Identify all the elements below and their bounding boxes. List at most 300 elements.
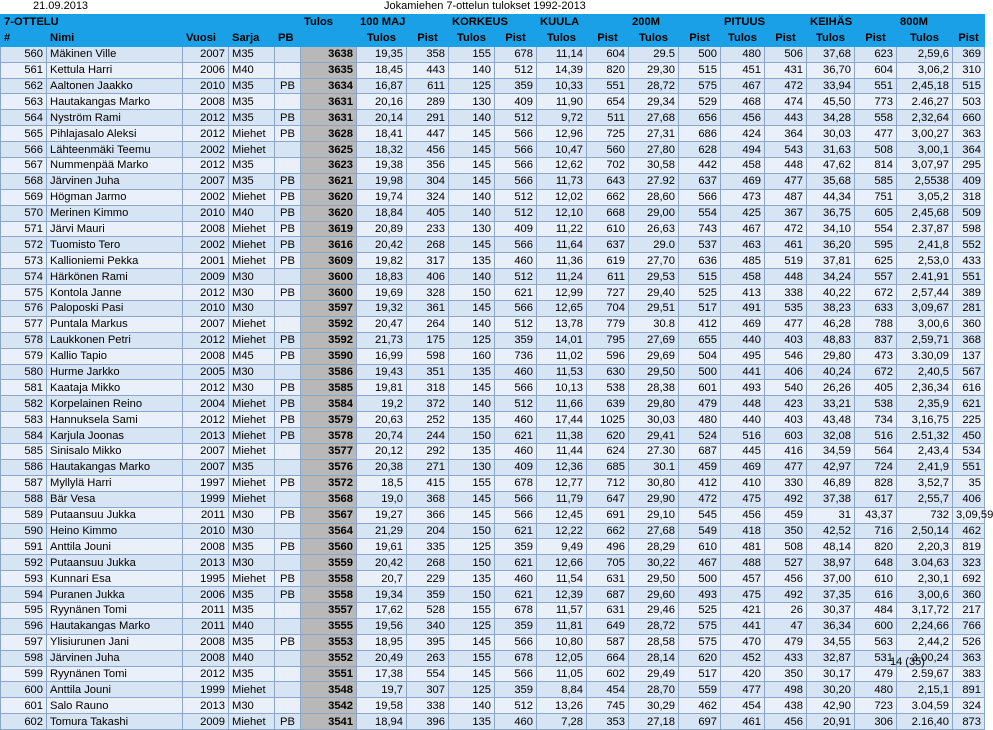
table-cell: 2012 bbox=[183, 332, 229, 348]
table-cell: 2011 bbox=[183, 507, 229, 523]
table-cell: 3592 bbox=[301, 332, 357, 348]
table-cell: 19,61 bbox=[357, 539, 407, 555]
table-cell: 36,75 bbox=[807, 205, 855, 221]
table-cell: 611 bbox=[407, 78, 449, 94]
table-cell: 292 bbox=[407, 444, 449, 460]
table-cell: 705 bbox=[587, 555, 629, 571]
table-cell: 795 bbox=[587, 332, 629, 348]
table-row bbox=[1, 444, 985, 460]
table-cell: 591 bbox=[1, 539, 47, 555]
table-cell: 409 bbox=[953, 173, 985, 189]
table-cell: 582 bbox=[1, 396, 47, 412]
table-cell: 814 bbox=[855, 158, 897, 174]
table-cell: 492 bbox=[765, 491, 807, 507]
results-body bbox=[1, 46, 993, 729]
table-cell: Miehet bbox=[229, 332, 275, 348]
table-cell: 137 bbox=[953, 348, 985, 364]
table-cell: 20,74 bbox=[357, 428, 407, 444]
table-cell: 318 bbox=[407, 380, 449, 396]
table-cell: 575 bbox=[679, 78, 721, 94]
table-cell: 361 bbox=[407, 301, 449, 317]
table-cell: 566 bbox=[1, 142, 47, 158]
table-cell: 2002 bbox=[183, 189, 229, 205]
table-cell: 512 bbox=[495, 269, 537, 285]
table-cell: 2002 bbox=[183, 142, 229, 158]
table-cell: 2013 bbox=[183, 555, 229, 571]
table-cell: 600 bbox=[855, 618, 897, 634]
table-cell: 477 bbox=[855, 126, 897, 142]
table-cell: 459 bbox=[765, 507, 807, 523]
table-cell: 3,05,2 bbox=[897, 189, 953, 205]
table-cell: 11,53 bbox=[537, 364, 587, 380]
table-cell: 477 bbox=[765, 316, 807, 332]
table-cell: 364 bbox=[953, 142, 985, 158]
table-cell: 12,02 bbox=[537, 189, 587, 205]
table-cell: 17,62 bbox=[357, 602, 407, 618]
table-cell: 363 bbox=[953, 650, 985, 666]
table-cell: PB bbox=[275, 396, 301, 412]
table-cell: 498 bbox=[765, 682, 807, 698]
table-cell: 554 bbox=[855, 221, 897, 237]
table-cell: 559 bbox=[679, 682, 721, 698]
table-cell: Ryynänen Tomi bbox=[47, 666, 183, 682]
table-cell: 2,35,9 bbox=[897, 396, 953, 412]
table-cell: 3,16,75 bbox=[897, 412, 953, 428]
table-cell: 481 bbox=[721, 539, 765, 555]
table-cell: 145 bbox=[449, 158, 495, 174]
table-cell: 2012 bbox=[183, 126, 229, 142]
table-cell: 140 bbox=[449, 205, 495, 221]
table-cell: M35 bbox=[229, 110, 275, 126]
table-cell: PB bbox=[275, 285, 301, 301]
table-cell: Miehet bbox=[229, 316, 275, 332]
table-cell: 462 bbox=[679, 698, 721, 714]
table-cell: 648 bbox=[855, 555, 897, 571]
table-cell: 1995 bbox=[183, 571, 229, 587]
table-cell: 2008 bbox=[183, 94, 229, 110]
table-cell: 3568 bbox=[301, 491, 357, 507]
table-cell: 13,78 bbox=[537, 316, 587, 332]
table-cell: M40 bbox=[229, 205, 275, 221]
table-cell: 531 bbox=[855, 650, 897, 666]
table-cell: PB bbox=[275, 348, 301, 364]
table-cell: 479 bbox=[765, 634, 807, 650]
table-row bbox=[1, 634, 985, 650]
table-cell: M35 bbox=[229, 666, 275, 682]
table-cell: PB bbox=[275, 507, 301, 523]
table-cell: 603 bbox=[765, 428, 807, 444]
table-cell: 587 bbox=[1, 475, 47, 491]
table-cell: 268 bbox=[407, 555, 449, 571]
table-cell: 11,66 bbox=[537, 396, 587, 412]
table-cell: Korpelainen Reino bbox=[47, 396, 183, 412]
table-cell: M35 bbox=[229, 173, 275, 189]
table-cell: 479 bbox=[855, 666, 897, 682]
table-cell: 19,56 bbox=[357, 618, 407, 634]
table-cell: 32,08 bbox=[807, 428, 855, 444]
table-cell: 37,00 bbox=[807, 571, 855, 587]
table-cell: 442 bbox=[679, 158, 721, 174]
table-row bbox=[1, 571, 985, 587]
table-cell: 724 bbox=[855, 459, 897, 475]
table-cell: 30,58 bbox=[629, 158, 679, 174]
table-cell: 145 bbox=[449, 142, 495, 158]
table-cell: 16,87 bbox=[357, 78, 407, 94]
table-cell: PB bbox=[275, 205, 301, 221]
table-cell: 551 bbox=[855, 78, 897, 94]
table-cell: 3,09,67 bbox=[897, 301, 953, 317]
table-cell: 631 bbox=[587, 571, 629, 587]
table-cell: 175 bbox=[407, 332, 449, 348]
table-cell: 662 bbox=[587, 189, 629, 205]
table-cell: 155 bbox=[449, 475, 495, 491]
table-cell: 30,80 bbox=[629, 475, 679, 491]
table-cell: 558 bbox=[855, 110, 897, 126]
table-cell: Heino Kimmo bbox=[47, 523, 183, 539]
table-cell: 537 bbox=[679, 237, 721, 253]
table-cell: 467 bbox=[721, 221, 765, 237]
table-row bbox=[1, 62, 985, 78]
table-row bbox=[1, 507, 985, 523]
table-cell: 2009 bbox=[183, 714, 229, 730]
table-cell: 3567 bbox=[301, 507, 357, 523]
table-cell: 30,03 bbox=[807, 126, 855, 142]
table-cell: 217 bbox=[953, 602, 985, 618]
table-cell: 29,49 bbox=[629, 666, 679, 682]
table-cell: 611 bbox=[587, 269, 629, 285]
table-cell bbox=[275, 602, 301, 618]
table-cell: 3625 bbox=[301, 142, 357, 158]
header-event-11 bbox=[587, 15, 629, 31]
table-cell: 480 bbox=[721, 46, 765, 62]
table-cell: 477 bbox=[721, 682, 765, 698]
table-cell: 9,72 bbox=[537, 110, 587, 126]
table-cell: 2009 bbox=[183, 269, 229, 285]
table-cell: 20,14 bbox=[357, 110, 407, 126]
print-date: 21.09.2013 bbox=[33, 0, 89, 12]
table-cell: 12,66 bbox=[537, 555, 587, 571]
table-cell: M45 bbox=[229, 348, 275, 364]
table-cell: 660 bbox=[953, 110, 985, 126]
table-cell: 140 bbox=[449, 269, 495, 285]
table-cell: 573 bbox=[1, 253, 47, 269]
table-cell: 575 bbox=[679, 634, 721, 650]
table-cell: 135 bbox=[449, 364, 495, 380]
table-row bbox=[1, 110, 985, 126]
table-cell: 11,73 bbox=[537, 173, 587, 189]
table-cell: PB bbox=[275, 380, 301, 396]
table-cell: 306 bbox=[855, 714, 897, 730]
table-cell: 20,89 bbox=[357, 221, 407, 237]
table-cell: 662 bbox=[587, 523, 629, 539]
table-cell: 367 bbox=[765, 205, 807, 221]
table-cell: 2004 bbox=[183, 396, 229, 412]
table-cell: 20,47 bbox=[357, 316, 407, 332]
table-cell: M35 bbox=[229, 587, 275, 603]
table-cell: 20,38 bbox=[357, 459, 407, 475]
table-cell: 14,01 bbox=[537, 332, 587, 348]
table-cell: 27,69 bbox=[629, 332, 679, 348]
table-cell: 2,40,5 bbox=[897, 364, 953, 380]
table-cell: 727 bbox=[587, 285, 629, 301]
table-cell: 28,38 bbox=[629, 380, 679, 396]
table-cell: 28,14 bbox=[629, 650, 679, 666]
table-cell: 443 bbox=[765, 110, 807, 126]
table-cell: 413 bbox=[721, 285, 765, 301]
table-cell: 29,30 bbox=[629, 62, 679, 78]
table-cell: 328 bbox=[407, 285, 449, 301]
table-cell: 631 bbox=[587, 602, 629, 618]
table-cell: 469 bbox=[721, 459, 765, 475]
table-cell: 135 bbox=[449, 714, 495, 730]
table-cell bbox=[275, 142, 301, 158]
table-cell: 34,10 bbox=[807, 221, 855, 237]
table-cell: 554 bbox=[679, 205, 721, 221]
table-cell: 16,99 bbox=[357, 348, 407, 364]
table-cell: 557 bbox=[855, 269, 897, 285]
table-cell: 28,60 bbox=[629, 189, 679, 205]
table-cell: 145 bbox=[449, 126, 495, 142]
table-cell: 140 bbox=[449, 110, 495, 126]
table-cell: 433 bbox=[765, 650, 807, 666]
table-cell: 448 bbox=[765, 158, 807, 174]
table-cell: 2,41,8 bbox=[897, 237, 953, 253]
table-cell: 29,10 bbox=[629, 507, 679, 523]
table-cell: 2,5538 bbox=[897, 173, 953, 189]
table-cell: 145 bbox=[449, 634, 495, 650]
table-cell: Miehet bbox=[229, 189, 275, 205]
table-cell: 40,24 bbox=[807, 364, 855, 380]
header-event-2 bbox=[183, 15, 229, 31]
table-cell: 563 bbox=[855, 634, 897, 650]
table-cell: Miehet bbox=[229, 428, 275, 444]
table-cell: 28,29 bbox=[629, 539, 679, 555]
table-cell: 29,46 bbox=[629, 602, 679, 618]
table-cell: 150 bbox=[449, 523, 495, 539]
table-cell: 2008 bbox=[183, 634, 229, 650]
table-cell: 596 bbox=[1, 618, 47, 634]
table-cell: 472 bbox=[765, 78, 807, 94]
table-cell: Kallioniemi Pekka bbox=[47, 253, 183, 269]
table-cell: 619 bbox=[587, 253, 629, 269]
table-cell: 26,26 bbox=[807, 380, 855, 396]
table-cell: M40 bbox=[229, 62, 275, 78]
table-cell: 566 bbox=[495, 666, 537, 682]
table-cell: 3592 bbox=[301, 316, 357, 332]
table-cell: 19,43 bbox=[357, 364, 407, 380]
header-column-13: Pist bbox=[679, 30, 721, 46]
table-cell: 451 bbox=[721, 62, 765, 78]
table-cell: 601 bbox=[1, 698, 47, 714]
table-cell: 569 bbox=[1, 189, 47, 205]
table-cell: 584 bbox=[1, 428, 47, 444]
table-cell: 3553 bbox=[301, 634, 357, 650]
table-cell: 11,02 bbox=[537, 348, 587, 364]
table-cell: 11,44 bbox=[537, 444, 587, 460]
table-cell: 2,36,34 bbox=[897, 380, 953, 396]
table-cell bbox=[275, 523, 301, 539]
table-cell: 3628 bbox=[301, 126, 357, 142]
table-cell: 456 bbox=[721, 110, 765, 126]
table-cell: 586 bbox=[1, 459, 47, 475]
table-row bbox=[1, 285, 985, 301]
table-cell: PB bbox=[275, 475, 301, 491]
table-cell: 647 bbox=[587, 491, 629, 507]
table-row bbox=[1, 126, 985, 142]
table-cell: 460 bbox=[495, 571, 537, 587]
header-column-8: Tulos bbox=[449, 30, 495, 46]
table-cell: 150 bbox=[449, 587, 495, 603]
table-cell: 516 bbox=[721, 428, 765, 444]
table-cell: 493 bbox=[679, 587, 721, 603]
table-cell: 604 bbox=[587, 46, 629, 62]
table-cell: 595 bbox=[1, 602, 47, 618]
table-cell: 508 bbox=[855, 142, 897, 158]
table-cell: 560 bbox=[1, 46, 47, 62]
table-cell: Miehet bbox=[229, 682, 275, 698]
table-cell: 2012 bbox=[183, 110, 229, 126]
table-cell: 605 bbox=[855, 205, 897, 221]
table-cell: 18,5 bbox=[357, 475, 407, 491]
table-cell: 732 bbox=[897, 507, 953, 523]
table-cell: 2.16,40 bbox=[897, 714, 953, 730]
table-cell: Miehet bbox=[229, 142, 275, 158]
table-cell: 244 bbox=[407, 428, 449, 444]
table-cell bbox=[275, 491, 301, 507]
table-cell: 30.1 bbox=[629, 459, 679, 475]
table-cell: 624 bbox=[587, 444, 629, 460]
table-cell: 654 bbox=[587, 94, 629, 110]
table-cell: 637 bbox=[587, 237, 629, 253]
table-cell: 389 bbox=[953, 285, 985, 301]
table-cell: 11,38 bbox=[537, 428, 587, 444]
table-cell: M35 bbox=[229, 539, 275, 555]
table-row bbox=[1, 221, 985, 237]
table-cell: 29,34 bbox=[629, 94, 679, 110]
table-cell: Karjula Joonas bbox=[47, 428, 183, 444]
table-cell: Putaansuu Jukka bbox=[47, 555, 183, 571]
table-cell: 599 bbox=[1, 666, 47, 682]
table-cell: 2011 bbox=[183, 618, 229, 634]
table-cell: 125 bbox=[449, 618, 495, 634]
header-column-1: Nimi bbox=[47, 30, 183, 46]
table-row bbox=[1, 189, 985, 205]
table-cell: 38,23 bbox=[807, 301, 855, 317]
table-cell: 621 bbox=[495, 285, 537, 301]
table-cell: M30 bbox=[229, 301, 275, 317]
table-cell: 561 bbox=[1, 62, 47, 78]
table-cell: 18,45 bbox=[357, 62, 407, 78]
table-cell: 42,97 bbox=[807, 459, 855, 475]
table-cell: 40,22 bbox=[807, 285, 855, 301]
table-cell: 515 bbox=[953, 78, 985, 94]
table-cell: 1997 bbox=[183, 475, 229, 491]
table-cell: 359 bbox=[407, 587, 449, 603]
table-cell: 130 bbox=[449, 94, 495, 110]
table-cell: 366 bbox=[407, 507, 449, 523]
table-cell: 34,55 bbox=[807, 634, 855, 650]
table-cell: 20,63 bbox=[357, 412, 407, 428]
table-cell: 2010 bbox=[183, 523, 229, 539]
table-cell: Paloposki Pasi bbox=[47, 301, 183, 317]
header-column-0: # bbox=[1, 30, 47, 46]
table-cell: 125 bbox=[449, 332, 495, 348]
table-cell: 3,00,6 bbox=[897, 587, 953, 603]
table-cell bbox=[275, 650, 301, 666]
table-cell: Miehet bbox=[229, 444, 275, 460]
table-cell: 604 bbox=[855, 62, 897, 78]
table-cell: 891 bbox=[953, 682, 985, 698]
table-cell: 46,28 bbox=[807, 316, 855, 332]
table-cell: 263 bbox=[407, 650, 449, 666]
table-cell: 229 bbox=[407, 571, 449, 587]
table-cell: 563 bbox=[1, 94, 47, 110]
table-cell: 383 bbox=[953, 666, 985, 682]
table-cell: 30,37 bbox=[807, 602, 855, 618]
table-cell: 31,63 bbox=[807, 142, 855, 158]
table-cell: Myllylä Harri bbox=[47, 475, 183, 491]
table-cell: 47 bbox=[765, 618, 807, 634]
table-cell: 29,50 bbox=[629, 364, 679, 380]
table-cell: 2008 bbox=[183, 650, 229, 666]
table-row bbox=[1, 269, 985, 285]
table-row bbox=[1, 316, 985, 332]
table-cell: M30 bbox=[229, 285, 275, 301]
table-cell: M35 bbox=[229, 158, 275, 174]
table-cell: 2,30,1 bbox=[897, 571, 953, 587]
table-cell: 493 bbox=[721, 380, 765, 396]
table-cell: 473 bbox=[721, 189, 765, 205]
table-cell: Miehet bbox=[229, 396, 275, 412]
table-cell: 33,21 bbox=[807, 396, 855, 412]
header-event-17 bbox=[855, 15, 897, 31]
table-cell: 723 bbox=[855, 698, 897, 714]
table-cell: 456 bbox=[765, 571, 807, 587]
table-cell: 403 bbox=[765, 332, 807, 348]
table-cell: 460 bbox=[495, 364, 537, 380]
table-row bbox=[1, 237, 985, 253]
table-cell: PB bbox=[275, 714, 301, 730]
table-cell: 12,22 bbox=[537, 523, 587, 539]
table-cell: PB bbox=[275, 253, 301, 269]
table-cell: 425 bbox=[721, 205, 765, 221]
table-cell: 30,22 bbox=[629, 555, 679, 571]
header-event-19 bbox=[953, 15, 985, 31]
table-cell: Kallio Tapio bbox=[47, 348, 183, 364]
table-row bbox=[1, 253, 985, 269]
table-cell: 12,99 bbox=[537, 285, 587, 301]
table-cell: 29,69 bbox=[629, 348, 679, 364]
header-column-3: Sarja bbox=[229, 30, 275, 46]
table-cell: 406 bbox=[407, 269, 449, 285]
table-cell: 125 bbox=[449, 682, 495, 698]
table-cell: 18,84 bbox=[357, 205, 407, 221]
table-cell: 31 bbox=[807, 507, 855, 523]
table-cell: M35 bbox=[229, 634, 275, 650]
table-cell: 155 bbox=[449, 46, 495, 62]
table-cell: 7,28 bbox=[537, 714, 587, 730]
table-row bbox=[1, 714, 985, 730]
table-cell: 568 bbox=[1, 173, 47, 189]
table-cell: PB bbox=[275, 539, 301, 555]
table-cell: 433 bbox=[953, 253, 985, 269]
table-cell: 350 bbox=[765, 523, 807, 539]
table-cell: PB bbox=[275, 332, 301, 348]
header-event-18: 800M bbox=[897, 15, 953, 31]
table-cell: Miehet bbox=[229, 253, 275, 269]
table-cell: 587 bbox=[587, 634, 629, 650]
table-cell: 410 bbox=[721, 475, 765, 491]
